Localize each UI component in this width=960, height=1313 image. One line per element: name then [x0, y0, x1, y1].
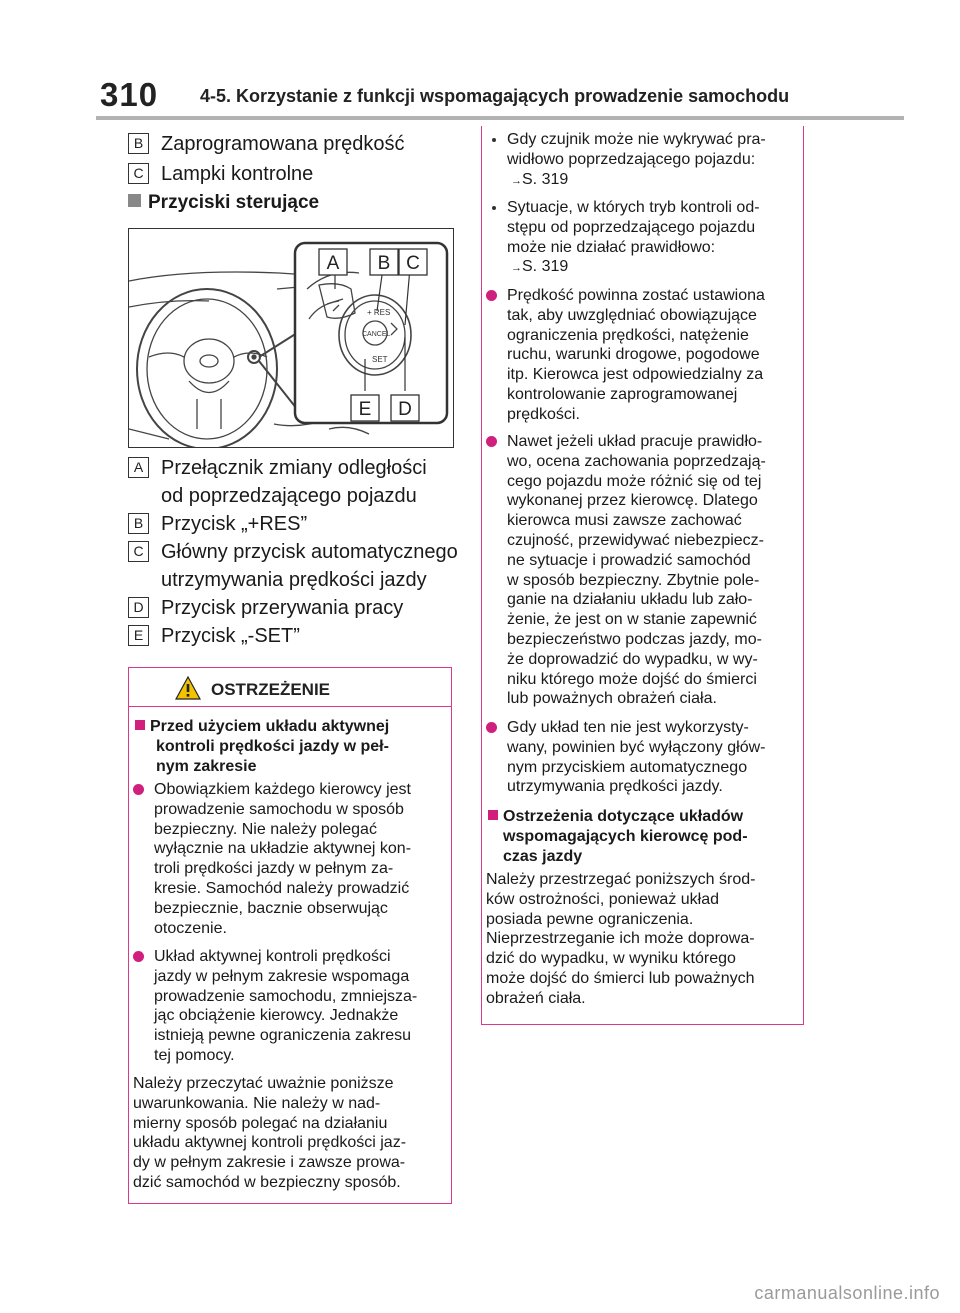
legend-line: utrzymywania prędkości jazdy — [161, 569, 427, 591]
callout-e: E — [358, 399, 372, 420]
page-reference: S. 319 — [522, 170, 569, 188]
circle-bullet-icon — [486, 290, 497, 301]
square-bullet-icon — [135, 720, 145, 730]
warning-heading: Przed użyciem układu aktywnej kontroli prędkości jazdy w peł- nym zakresie — [135, 717, 389, 776]
label-tag: E — [128, 625, 149, 646]
square-bullet-icon — [488, 810, 498, 820]
watermark-text: carmanualsonline.info — [754, 1283, 940, 1303]
controls-heading: Przyciski sterujące — [128, 192, 319, 214]
warning-box: OSTRZEŻENIE Przed użyciem układu aktywnej kontroli prędkości jazdy w peł- nym zakresie Obowiązkiem każdego kierowcy jest prowadzenie samochodu w sposób bezpieczny. Nie należy polegać wyłącznie na układzie aktywnej kon- troli prędkości jazdy w pełnym za- kresie. Samochód należy prowadzić bezpiecznie, bacznie obserwując otoczenie. Układ aktywnej kontroli prędkości jazdy w pełnym zakresie wspomaga prowadzenie samochodu, zmniejsza- jąc obciążenie kierowcy. Jednakże istnieją pewne ograniczenia zakresu tej pomocy. Należy przeczytać uważnie poniższe uwarunkowania. Nie należy w nad- mierny sposób polegać na działaniu układu aktywnej kontroli prędkości jaz- dy w pełnym zakresie i zawsze prowa- dzić samochód w bezpieczny sposób. — [128, 667, 452, 1204]
right-closing-text: Należy przestrzegać poniższych środ- ków ostrożności, ponieważ układ posiada pewne ograniczenia. Nieprzestrzeganie ich może doprowa- dzić do wypadku, w wyniku którego może dojść do śmierci lub poważnych obrażeń ciała. — [486, 871, 756, 1007]
legend-line: Przycisk przerywania pracy — [161, 597, 404, 619]
legend-line: od poprzedzającego pojazdu — [161, 485, 417, 507]
legend-line: Przycisk „-SET” — [161, 625, 300, 647]
callout-c: C — [406, 253, 420, 274]
legend-line: Przełącznik zmiany odległości — [161, 457, 427, 479]
warning-closing-text: Należy przeczytać uważnie poniższe uwarunkowania. Nie należy w nad- mierny sposób polegać na działaniu układu aktywnej kontroli prędkości jaz- dy w pełnym zakresie i zawsze prowa- dzić samochód w bezpieczny sposób. — [133, 1075, 407, 1191]
warning-triangle-icon — [175, 676, 201, 700]
page-header — [0, 0, 960, 120]
square-bullet-icon — [128, 194, 141, 207]
set-label: SET — [372, 355, 388, 364]
legend-line: Przycisk „+RES” — [161, 513, 308, 535]
circle-bullet-icon — [133, 784, 144, 795]
callout-a: A — [326, 253, 340, 274]
legend-line: Główny przycisk automatycznego — [161, 541, 458, 563]
callout-b: B — [377, 253, 391, 274]
header-divider — [96, 116, 904, 120]
right-heading-driver-assist: Ostrzeżenia dotyczące układów wspomagających kierowcę pod- czas jazdy — [488, 807, 748, 866]
label-tag: C — [128, 541, 149, 562]
circle-bullet-icon — [486, 722, 497, 733]
warning-divider — [129, 706, 451, 707]
callout-d: D — [398, 399, 412, 420]
circle-bullet-icon — [133, 951, 144, 962]
label-tag: A — [128, 457, 149, 478]
dot-bullet-icon — [492, 206, 496, 210]
res-label: + RES — [367, 308, 391, 317]
label-tag: B — [128, 513, 149, 534]
page-reference: S. 319 — [522, 258, 569, 276]
steering-wheel-figure — [128, 228, 454, 448]
arrow-icon: → — [511, 262, 522, 275]
steering-wheel-illustration — [129, 229, 453, 447]
cancel-label: CANCEL — [362, 331, 391, 338]
label-tag: D — [128, 597, 149, 618]
page-number: 310 — [100, 76, 159, 113]
item-text: Zaprogramowana prędkość — [161, 133, 405, 155]
info-box-continued: Gdy czujnik może nie wykrywać pra- widłowo poprzedzającego pojazdu: →S. 319 Sytuacje, w których tryb kontroli od- stępu od poprzedzającego pojazdu może nie działać prawidłowo: →S. 319 Prędkość powinna zostać ustawiona tak, aby uwzględniać obowiązujące ograniczenia prędkości, natężenie ruchu, warunki drogowe, pogodowe itp. Kierowca jest odpowiedzialny za kontrolowanie zaprogramowanej prędkości. Nawet jeżeli układ pracuje prawidło- wo, ocena zachowania poprzedzają- cego pojazdu może różnić się od tej wykonanej przez kierowcę. Dlatego kierowca musi zawsze zachować czujność, przewidywać niebezpiecz- ne sytuacje i prowadzić samochód w sposób bezpieczny. Zbytnie pole- ganie na działaniu układu lub zało- żenie, że jest on w stanie zapewnić bezpieczeństwo podczas jazdy, mo- że doprowadzić do wypadku, w wy- niku którego może dojść do śmierci lub poważnych obrażeń ciała. Gdy układ ten nie jest wykorzysty- wany, powinien być wyłączony głów- nym przyciskiem automatycznego utrzymywania prędkości jazdy. Ostrzeżenia dotyczące układów wspomagających kierowcę pod- czas jazdy Należy przestrzegać poniższych środ- ków ostrożności, ponieważ układ posiada pewne ograniczenia. Nieprzestrzeganie ich może doprowa- dzić do wypadku, w wyniku którego może dojść do śmierci lub poważnych obrażeń ciała. — [481, 126, 804, 1025]
dot-bullet-icon — [492, 138, 496, 142]
label-tag: C — [128, 163, 149, 184]
circle-bullet-icon — [486, 436, 497, 447]
label-tag: B — [128, 133, 149, 154]
arrow-icon: → — [511, 174, 522, 187]
item-text: Lampki kontrolne — [161, 163, 314, 185]
warning-title: OSTRZEŻENIE — [211, 680, 331, 699]
section-title: 4-5. Korzystanie z funkcji wspomagających prowadzenie samochodu — [200, 86, 790, 106]
warning-header — [129, 668, 451, 708]
